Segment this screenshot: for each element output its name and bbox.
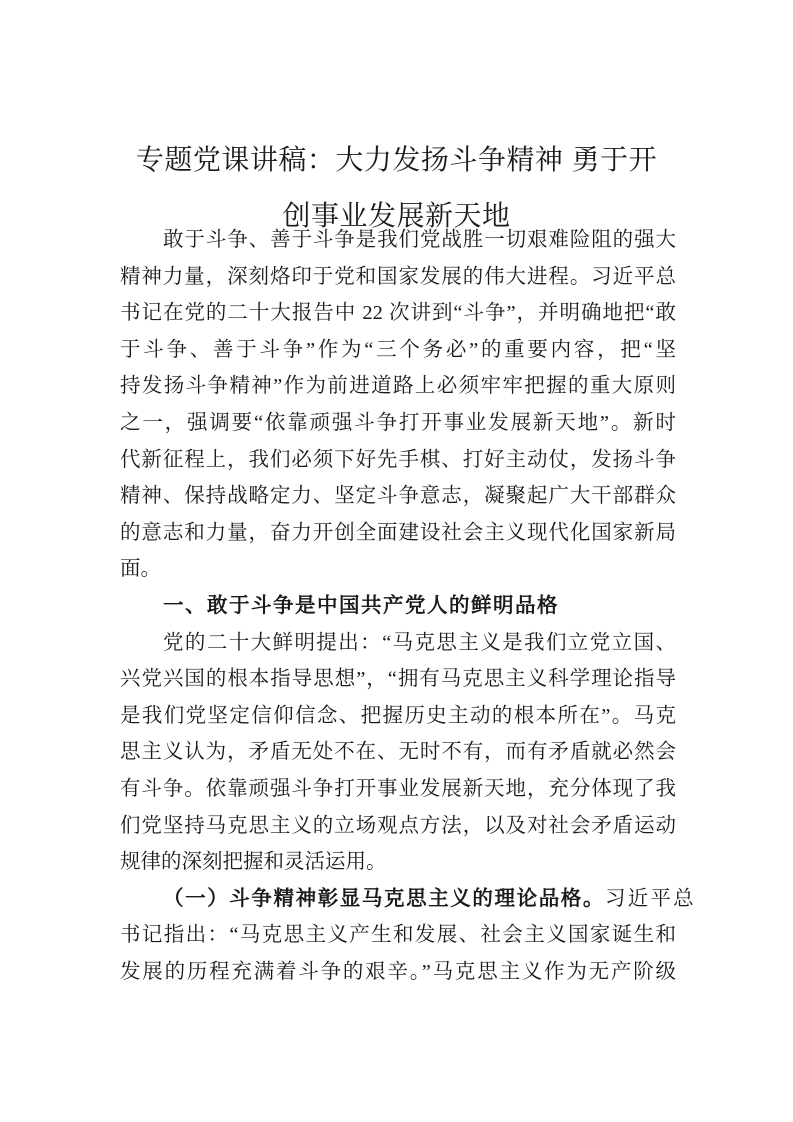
subsection-lead: （一）斗争精神彰显马克思主义的理论品格。	[163, 887, 605, 910]
text-line: 书记指出：“马克思主义产生和发展、社会主义国家诞生和	[120, 924, 676, 947]
text-line: 们党坚持马克思主义的立场观点方法，以及对社会矛盾运动	[120, 814, 676, 837]
text-line	[120, 881, 696, 918]
section-heading: 一、敢于斗争是中国共产党人的鲜明品格	[163, 593, 559, 617]
text-line: 发展的历程充满着斗争的艰辛。”马克思主义作为无产阶级	[120, 960, 676, 983]
text-line: 规律的深刻把握和灵活运用。	[120, 851, 387, 874]
text-line: 有斗争。依靠顽强斗争打开事业发展新天地，充分体现了我	[120, 777, 676, 800]
text-line: 面。	[120, 558, 161, 581]
text-line: 思主义认为，矛盾无处不在、无时不有，而有矛盾就必然会	[120, 741, 676, 764]
text-line: 于斗争、善于斗争”作为“三个务必”的重要内容，把“坚	[120, 338, 676, 361]
text-line: 敢于斗争、善于斗争是我们党战胜一切艰难险阻的强大	[163, 229, 676, 251]
text-line: 持发扬斗争精神”作为前进道路上必须牢牢把握的重大原则	[120, 375, 676, 398]
text-line: 代新征程上，我们必须下好先手棋、打好主动仗，发扬斗争	[120, 448, 676, 471]
text-line: 的意志和力量，奋力开创全面建设社会主义现代化国家新局	[120, 521, 676, 544]
document-title-line-2: 创事业发展新天地	[282, 200, 511, 231]
text-line: 党的二十大鲜明提出：“马克思主义是我们立党立国、	[163, 631, 676, 654]
text-line: 之一，强调要“依靠顽强斗争打开事业发展新天地”。新时	[120, 411, 676, 434]
document-body	[120, 222, 696, 990]
text-fragment: 习近平总	[605, 887, 696, 910]
text-line: 是我们党坚定信仰信念、把握历史主动的根本所在”。马克	[120, 704, 676, 727]
text-line: 精神、保持战略定力、坚定斗争意志，凝聚起广大干部群众	[120, 485, 676, 508]
text-line: 书记在党的二十大报告中 22 次讲到“斗争”，并明确地把“敢	[120, 302, 676, 325]
document-title-line-1: 专题党课讲稿：大力发扬斗争精神 勇于开	[135, 144, 658, 175]
text-line: 兴党兴国的根本指导思想”，“拥有马克思主义科学理论指导	[120, 668, 676, 691]
text-line: 精神力量，深刻烙印于党和国家发展的伟大进程。习近平总	[120, 265, 676, 288]
